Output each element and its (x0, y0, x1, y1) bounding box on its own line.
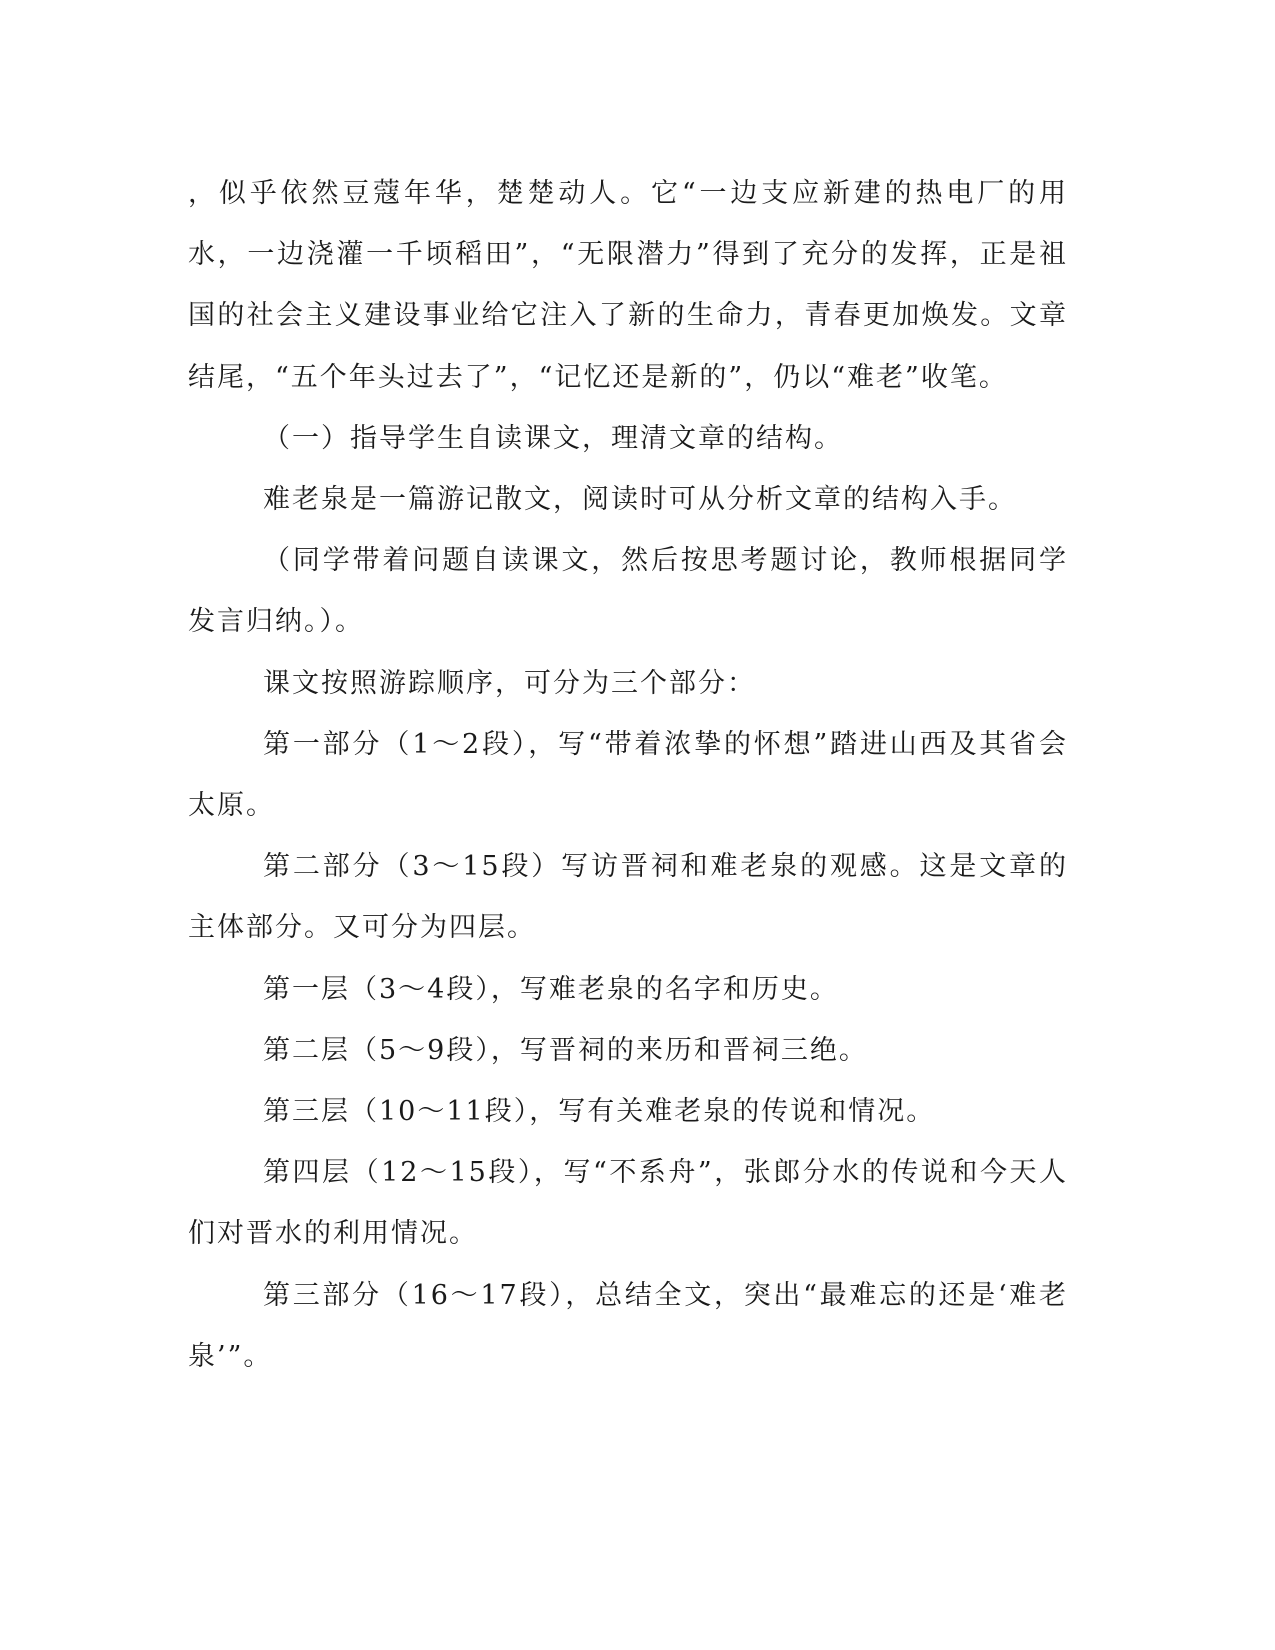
paragraph-continuation: ，似乎依然豆蔻年华，楚楚动人。它“一边支应新建的热电厂的用水，一边浇灌一千顷稻田”，“无限潜力”得到了充分的发挥，正是祖国的社会主义建设事业给它注入了新的生命力，青春更加焕发。文章结尾，“五个年头过去了”，“记忆还是新的”，仍以“难老”收笔。 (188, 178, 1068, 393)
paragraph-part-two: 第二部分（3～15段）写访晋祠和难老泉的观感。这是文章的主体部分。又可分为四层。 (188, 851, 1068, 944)
paragraph: （同学带着问题自读课文，然后按思考题讨论，教师根据同学发言归纳。）。 (188, 545, 1068, 638)
paragraph-layer-three: 第三层（10～11段），写有关难老泉的传说和情况。 (263, 1096, 936, 1128)
paragraph-part-three: 第三部分（16～17段），总结全文，突出“最难忘的还是‘难老泉’”。 (188, 1279, 1068, 1372)
paragraph-layer-one: 第一层（3～4段），写难老泉的名字和历史。 (263, 973, 839, 1005)
paragraph-layer-four: 第四层（12～15段），写“不系舟”，张郎分水的传说和今天人们对晋水的利用情况。 (188, 1157, 1068, 1250)
document-body (188, 163, 1068, 1387)
paragraph: 难老泉是一篇游记散文，阅读时可从分析文章的结构入手。 (263, 484, 1017, 516)
paragraph-section-heading: （一）指导学生自读课文，理清文章的结构。 (263, 422, 843, 454)
paragraph-layer-two: 第二层（5～9段），写晋祠的来历和晋祠三绝。 (263, 1034, 868, 1066)
paragraph: 课文按照游踪顺序，可分为三个部分： (263, 667, 756, 699)
paragraph-part-one: 第一部分（1～2段），写“带着浓挚的怀想”踏进山西及其省会太原。 (188, 728, 1068, 822)
